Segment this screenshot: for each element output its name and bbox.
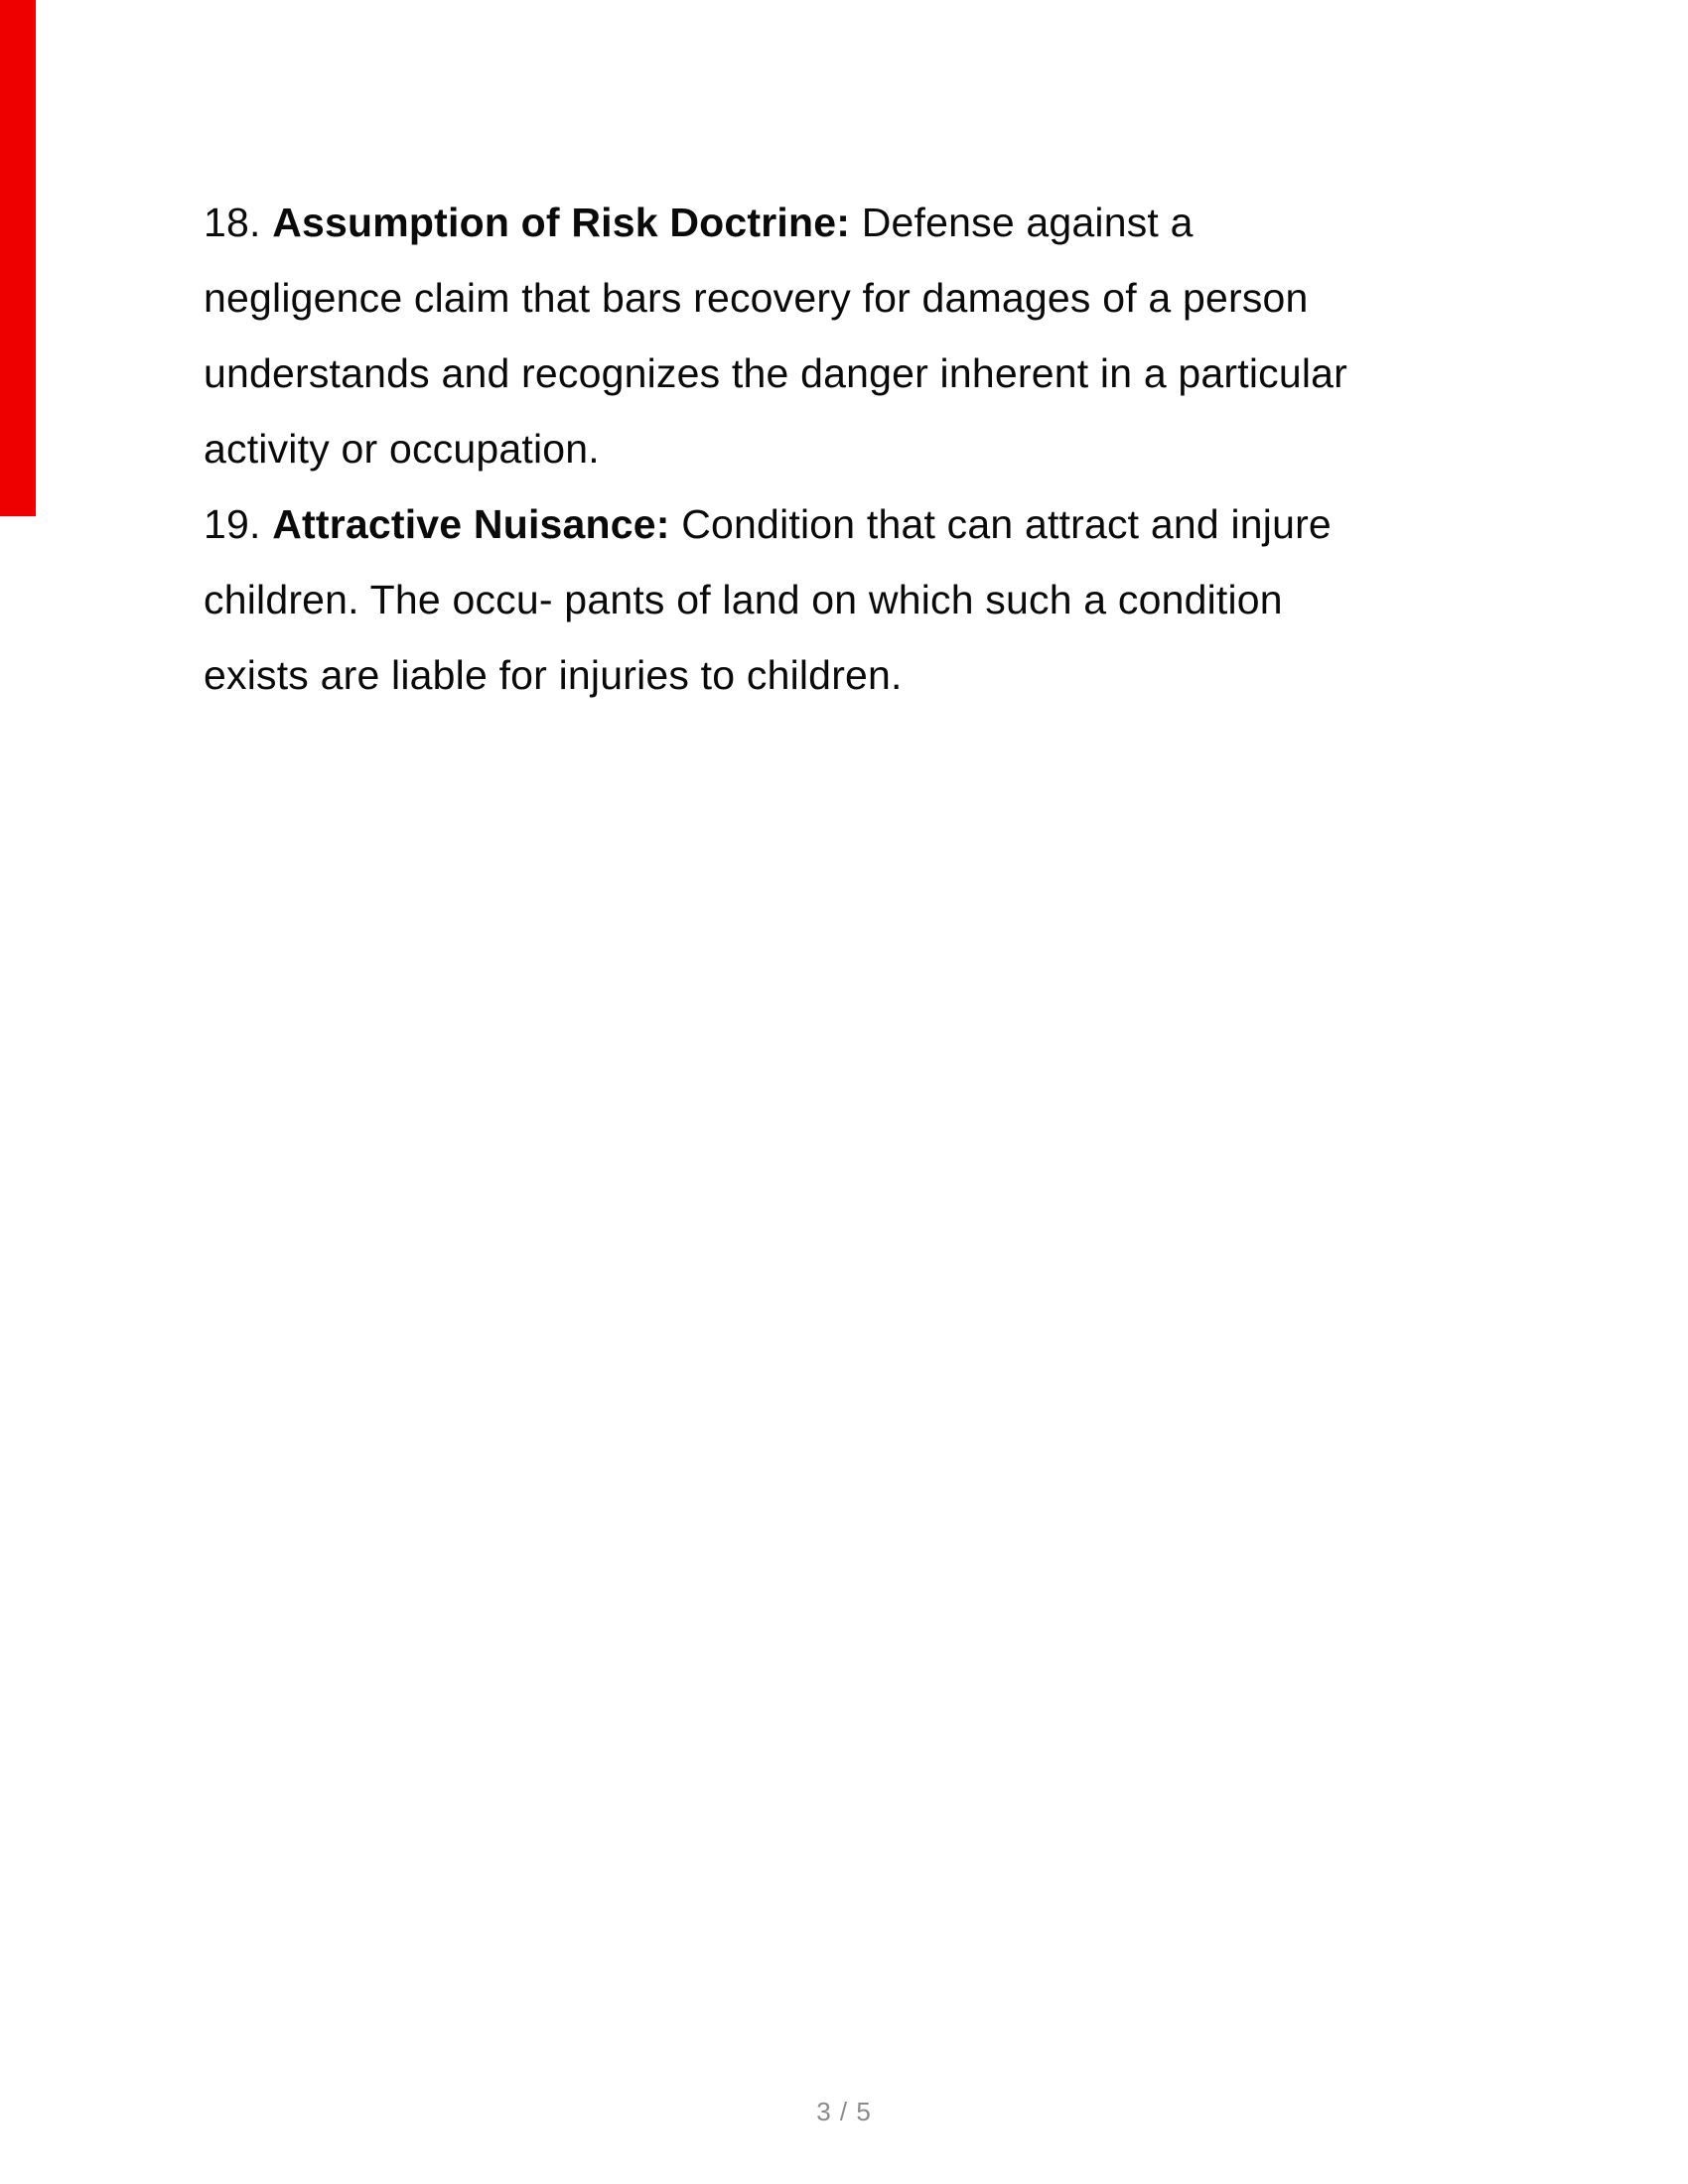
body-text: exists are liable for injuries to children.: [204, 652, 903, 698]
definition-term: Attractive Nuisance:: [272, 501, 670, 547]
text-line: [204, 562, 1484, 637]
text-line: [204, 185, 1484, 260]
page-number: 3 / 5: [816, 2097, 872, 2126]
text-line: [204, 260, 1484, 336]
body-text: 19.: [204, 501, 273, 547]
body-text: children. The occu- pants of land on which such a condition: [204, 577, 1283, 622]
text-line: [204, 486, 1484, 562]
body-text: understands and recognizes the danger inherent in a particular: [204, 350, 1348, 396]
body-text: Defense against a: [850, 200, 1194, 245]
text-line: [204, 411, 1484, 486]
text-line: [204, 637, 1484, 713]
body-text: Condition that can attract and injure: [669, 501, 1332, 547]
body-text: activity or occupation.: [204, 426, 600, 472]
text-block: [204, 185, 1484, 713]
red-edge-marker: [0, 0, 36, 516]
body-text: negligence claim that bars recovery for damages of a person: [204, 275, 1309, 321]
definition-term: Assumption of Risk Doctrine:: [272, 200, 851, 245]
body-text: 18.: [204, 200, 273, 245]
text-line: [204, 336, 1484, 411]
